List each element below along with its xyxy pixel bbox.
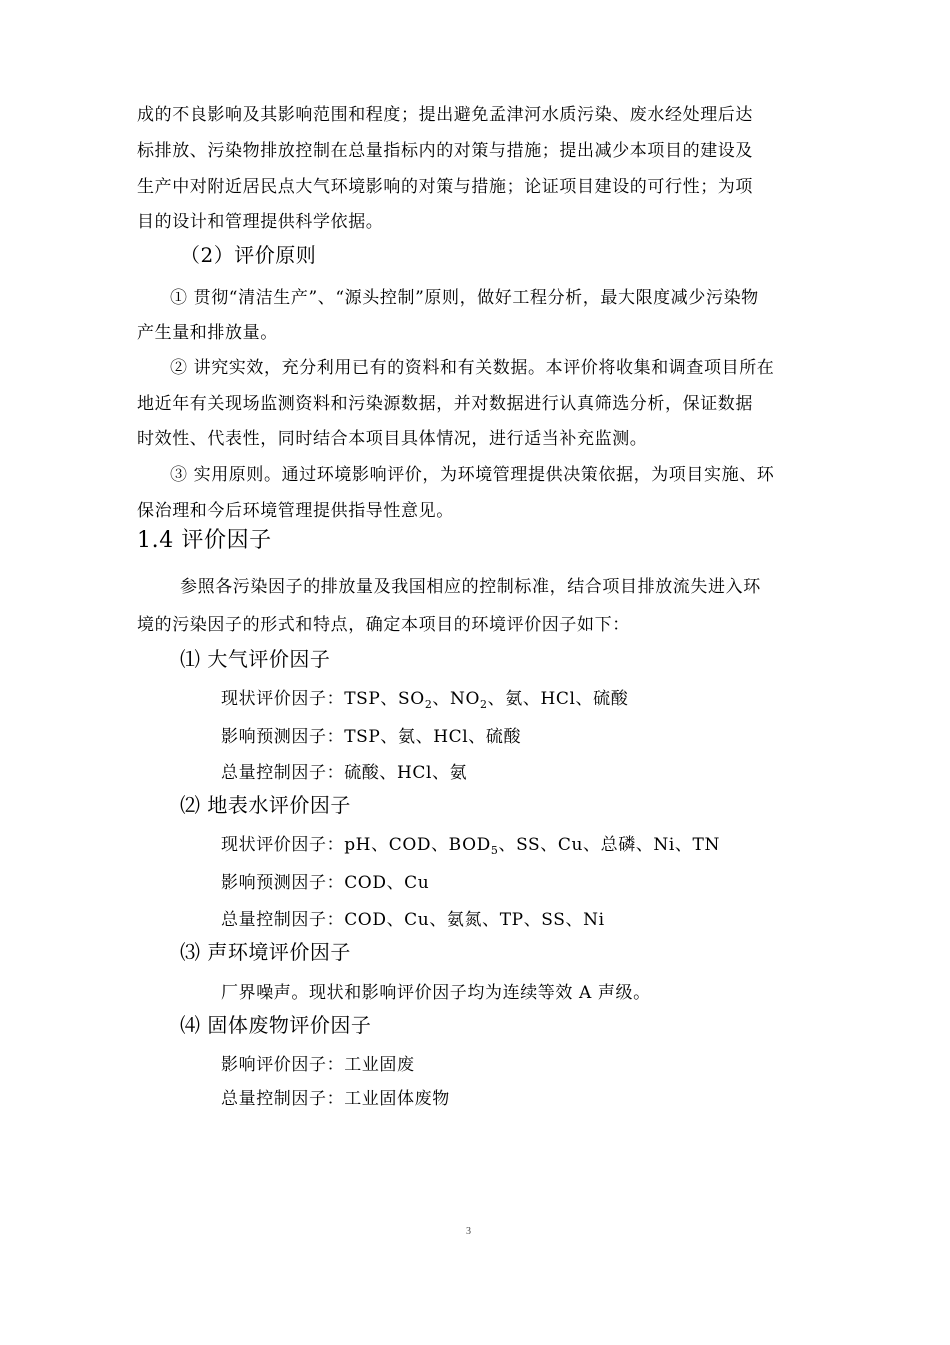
water-status-text-2: 、SS、Cu、总磷、Ni、TN bbox=[498, 835, 720, 855]
water-heading: ⑵ 地表水评价因子 bbox=[180, 793, 351, 817]
section-intro-line-1: 参照各污染因子的排放量及我国相应的控制标准，结合项目排放流失进入环 bbox=[180, 577, 761, 597]
air-heading: ⑴ 大气评价因子 bbox=[180, 647, 331, 671]
air-predict-factors: 影响预测因子：TSP、氨、HCl、硫酸 bbox=[221, 727, 522, 747]
air-status-text-2: 、NO bbox=[432, 689, 481, 709]
section-intro-line-2: 境的污染因子的形式和特点，确定本项目的环境评价因子如下： bbox=[137, 615, 630, 635]
water-status-factors bbox=[221, 834, 720, 856]
air-status-sub-1: 2 bbox=[424, 698, 433, 711]
principle-3-line-2: 保治理和今后环境管理提供指导性意见。 bbox=[137, 501, 454, 521]
principle-3-line-1: ③ 实用原则。通过环境影响评价，为环境管理提供决策依据，为项目实施、环 bbox=[170, 465, 775, 485]
principle-1-line-2: 产生量和排放量。 bbox=[137, 323, 278, 343]
principles-heading: （2）评价原则 bbox=[180, 243, 317, 267]
intro-line-2: 标排放、污染物排放控制在总量指标内的对策与措施；提出减少本项目的建设及 bbox=[137, 141, 753, 161]
noise-heading: ⑶ 声环境评价因子 bbox=[180, 940, 351, 964]
air-status-factors bbox=[221, 688, 628, 710]
intro-line-4: 目的设计和管理提供科学依据。 bbox=[137, 212, 384, 232]
air-status-sub-2: 2 bbox=[480, 698, 488, 711]
section-heading: 1.4 评价因子 bbox=[137, 528, 272, 553]
air-status-text-3: 、氨、HCl、硫酸 bbox=[487, 689, 629, 709]
solid-total-factors: 总量控制因子：工业固体废物 bbox=[221, 1089, 450, 1109]
water-status-text-1: 现状评价因子：pH、COD、BOD bbox=[221, 835, 491, 855]
water-predict-factors: 影响预测因子：COD、Cu bbox=[221, 873, 430, 893]
principle-1-line-1: ① 贯彻“清洁生产”、“源头控制”原则，做好工程分析，最大限度减少污染物 bbox=[170, 288, 759, 308]
principle-2-line-2: 地近年有关现场监测资料和污染源数据，并对数据进行认真筛选分析，保证数据 bbox=[137, 394, 753, 414]
intro-line-3: 生产中对附近居民点大气环境影响的对策与措施；论证项目建设的可行性；为项 bbox=[137, 177, 753, 197]
water-total-factors: 总量控制因子：COD、Cu、氨氮、TP、SS、Ni bbox=[221, 910, 605, 930]
principle-2-line-3: 时效性、代表性，同时结合本项目具体情况，进行适当补充监测。 bbox=[137, 429, 648, 449]
page-number: 3 bbox=[466, 1226, 471, 1237]
solid-heading: ⑷ 固体废物评价因子 bbox=[180, 1013, 372, 1037]
noise-factors: 厂界噪声。现状和影响评价因子均为连续等效 A 声级。 bbox=[221, 983, 651, 1003]
solid-impact-factors: 影响评价因子：工业固废 bbox=[221, 1055, 415, 1075]
principle-2-line-1: ② 讲究实效，充分利用已有的资料和有关数据。本评价将收集和调查项目所在 bbox=[170, 358, 775, 378]
water-status-sub: 5 bbox=[490, 844, 499, 857]
air-total-factors: 总量控制因子：硫酸、HCl、氨 bbox=[221, 763, 468, 783]
air-status-text-1: 现状评价因子：TSP、SO bbox=[221, 689, 425, 709]
intro-line-1: 成的不良影响及其影响范围和程度；提出避免孟津河水质污染、废水经处理后达 bbox=[137, 105, 753, 125]
